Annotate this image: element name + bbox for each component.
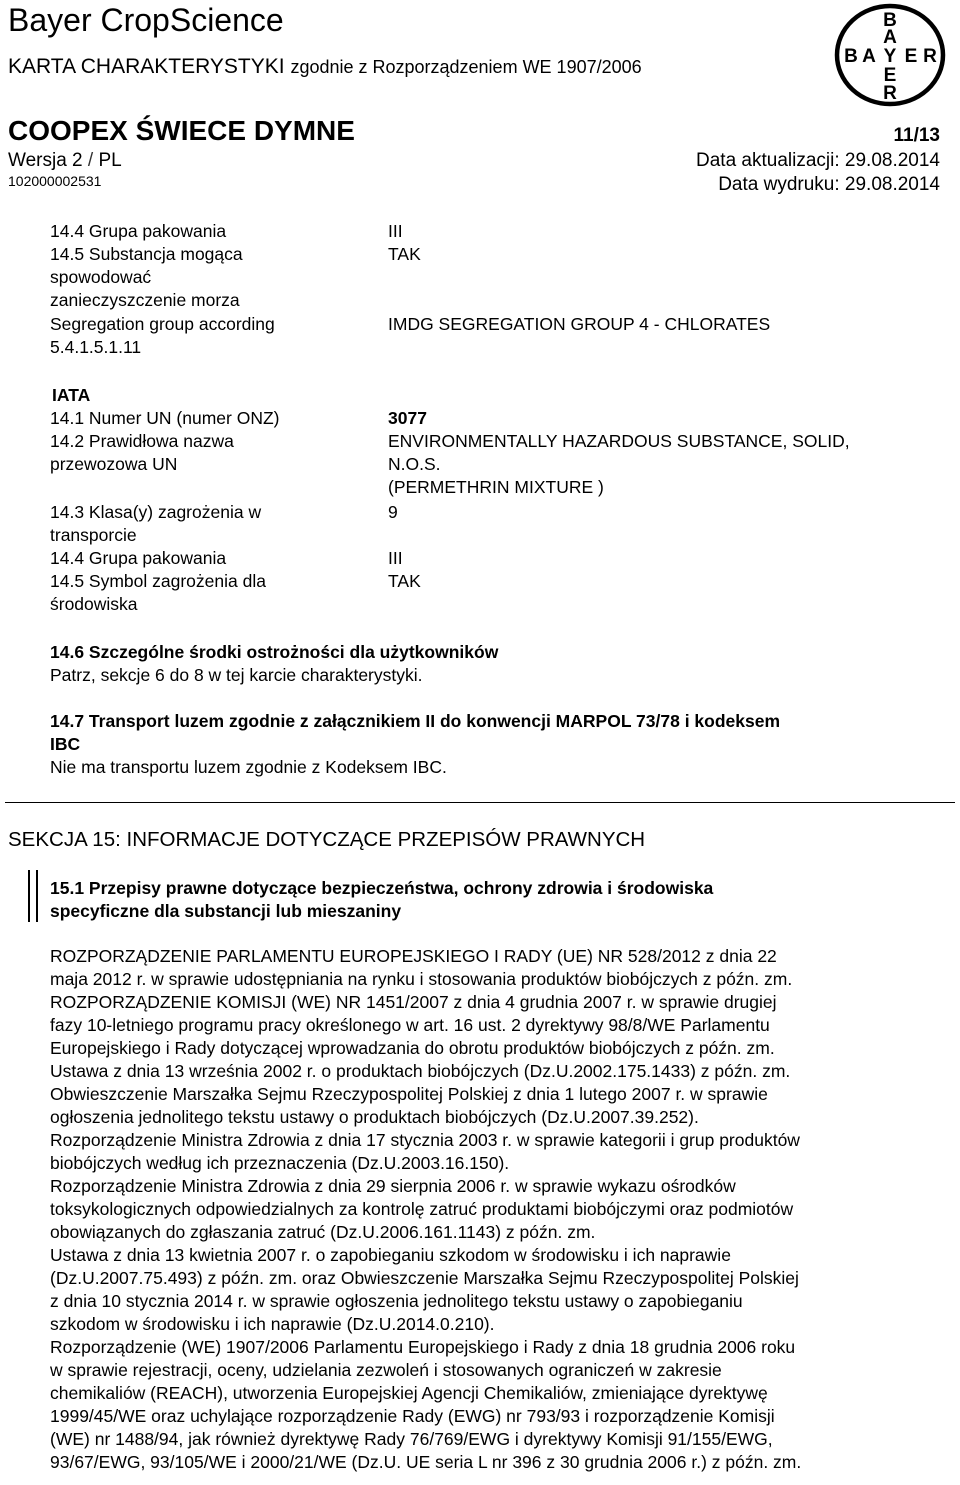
iata-env-hazard-label: 14.5 Symbol zagrożenia dla środowiska [50,571,266,614]
regulation-line: toksykologicznych odpowiedzialnych za kontrolę zatruć produktami biobójczymi oraz podmiotów [50,1199,794,1219]
regulation-line: (WE) nr 1488/94, jak również dyrektywę Rady 76/769/EWG i dyrektywy Komisji 91/155/EWG, [50,1429,773,1449]
iata-shipping-name-line2: N.O.S. [388,454,441,474]
svg-text:Y: Y [883,46,897,67]
revision-marker [28,870,38,922]
regulation-line: szkodom w środowisku i ich naprawie (Dz.U.2014.0.210). [50,1314,495,1334]
version-lang: PL [98,150,122,171]
product-name: COOPEX ŚWIECE DYMNE [8,115,355,146]
s146-heading: 14.6 Szczególne środki ostrożności dla użytkowników [50,642,499,662]
regulation-line: Rozporządzenie (WE) 1907/2006 Parlamentu Europejskiego i Rady z dnia 18 grudnia 2006 roku [50,1337,796,1357]
s151-heading-line1: 15.1 Przepisy prawne dotyczące bezpieczeństwa, ochrony zdrowia i środowiska [50,878,714,898]
imdg-packing-group-label: 14.4 Grupa pakowania [50,221,227,241]
iata-packing-group-value: III [388,548,403,568]
iata-packing-group-label: 14.4 Grupa pakowania [50,548,227,568]
svg-text:R: R [923,46,937,67]
svg-text:R: R [883,83,897,104]
regulation-line: chemikaliów (REACH), utworzenia Europejskiej Agencji Chemikaliów, zmieniające dyrektywę [50,1383,768,1403]
imdg-marine-pollutant-label: 14.5 Substancja mogąca spowodować zanieczyszczenie morza [50,244,243,310]
iata-un-number-value: 3077 [388,408,427,428]
regulation-line: obowiązanych do zgłaszania zatruć (Dz.U.2006.161.1143) z późn. zm. [50,1222,596,1242]
print-date: Data wydruku: 29.08.2014 [718,174,940,195]
s147-heading-line1: 14.7 Transport luzem zgodnie z załącznikiem II do konwencji MARPOL 73/78 i kodeksem [50,711,781,731]
regulation-line: Europejskiego i Rady dotyczącej wprowadzania do obrotu produktów biobójczych z późn. zm. [50,1038,775,1058]
version-separator: / [82,150,99,171]
regulation-line: (Dz.U.2007.75.493) z późn. zm. oraz Obwieszczenie Marszałka Sejmu Rzeczypospolitej Polskiej [50,1268,799,1288]
iata-shipping-name-line1: ENVIRONMENTALLY HAZARDOUS SUBSTANCE, SOLID, [388,431,850,451]
s151-heading [50,877,910,923]
s151-heading-line2: specyficzne dla substancji lub mieszaniny [50,901,402,921]
regulation-line: Ustawa z dnia 13 kwietnia 2007 r. o zapobieganiu szkodom w środowisku i ich naprawie [50,1245,731,1265]
update-date: Data aktualizacji: 29.08.2014 [696,150,940,171]
iata-class-label: 14.3 Klasa(y) zagrożenia w transporcie [50,502,262,545]
iata-heading: IATA [52,385,91,405]
doc-title-text: KARTA CHARAKTERYSTYKI [8,55,285,78]
doc-regulation-text: zgodnie z Rozporządzeniem WE 1907/2006 [290,57,642,77]
regulation-line: maja 2012 r. w sprawie udostępniania na rynku i stosowania produktów biobójczych z późn. zm. [50,969,793,989]
svg-text:E: E [904,46,918,67]
version-info [8,150,122,172]
svg-text:A: A [883,27,897,48]
s146-text: Patrz, sekcje 6 do 8 w tej karcie charakterystyki. [50,665,423,685]
regulation-line: Rozporządzenie Ministra Zdrowia z dnia 17 stycznia 2003 r. w sprawie kategorii i grup produktów [50,1130,800,1150]
regulations-list [50,945,950,1474]
regulation-line: 1999/45/WE oraz uchylające rozporządzenie Rady (EWG) nr 793/93 i rozporządzenie Komisji [50,1406,775,1426]
svg-text:A: A [862,46,876,67]
regulation-line: Obwieszczenie Marszałka Sejmu Rzeczypospolitej Polskiej z dnia 1 lutego 2007 r. w sprawie [50,1084,768,1104]
regulation-line: w sprawie rejestracji, oceny, udzielania zezwoleń i stosowanych ograniczeń w zakresie [50,1360,722,1380]
svg-text:E: E [883,65,897,86]
imdg-marine-pollutant-value: TAK [388,244,421,264]
imdg-segregation-value: IMDG SEGREGATION GROUP 4 - CHLORATES [388,314,771,334]
regulation-line: Ustawa z dnia 13 września 2002 r. o produktach biobójczych (Dz.U.2002.175.1433) z późn. zm. [50,1061,791,1081]
regulation-line: z dnia 10 stycznia 2014 r. w sprawie ogłoszenia jednolitego tekstu ustawy o zapobieganiu [50,1291,743,1311]
regulation-line: ROZPORZĄDZENIE KOMISJI (WE) NR 1451/2007 z dnia 4 grudnia 2007 r. w sprawie drugiej [50,992,777,1012]
document-code: 102000002531 [8,173,102,189]
imdg-segregation-label: Segregation group according 5.4.1.5.1.11 [50,314,275,357]
regulation-line: fazy 10-letniego programu pracy określonego w art. 16 ust. 2 dyrektywy 98/8/WE Parlamentu [50,1015,770,1035]
bayer-logo [833,3,947,107]
section15-heading: SEKCJA 15: INFORMACJE DOTYCZĄCE PRZEPISÓW PRAWNYCH [8,828,646,851]
regulation-line: ogłoszenia jednolitego tekstu ustawy o produktach biobójczych (Dz.U.2007.39.252). [50,1107,699,1127]
company-name: Bayer CropScience [8,2,284,38]
section-divider [5,802,955,803]
iata-shipping-name-label: 14.2 Prawidłowa nazwa przewozowa UN [50,431,234,474]
svg-text:B: B [844,46,858,67]
regulation-line: Rozporządzenie Ministra Zdrowia z dnia 29 sierpnia 2006 r. w sprawie wykazu ośrodków [50,1176,736,1196]
regulation-line: 93/67/EWG, 93/105/WE i 2000/21/WE (Dz.U. UE seria L nr 396 z 30 grudnia 2006 r.) z późn. zm. [50,1452,802,1472]
imdg-packing-group-value: III [388,221,403,241]
iata-shipping-name-line3: (PERMETHRIN MIXTURE ) [388,477,604,497]
regulation-line: ROZPORZĄDZENIE PARLAMENTU EUROPEJSKIEGO I RADY (UE) NR 528/2012 z dnia 22 [50,946,777,966]
page-number: 11/13 [893,125,940,146]
s147-text: Nie ma transportu luzem zgodnie z Kodeksem IBC. [50,757,447,777]
iata-class-value: 9 [388,502,398,522]
s147-heading-line2: IBC [50,734,81,754]
iata-un-number-label: 14.1 Numer UN (numer ONZ) [50,408,280,428]
svg-text:B: B [883,10,897,31]
iata-env-hazard-value: TAK [388,571,421,591]
document-title [8,55,642,79]
version-label: Wersja 2 [8,150,83,171]
regulation-line: biobójczych według ich przeznaczenia (Dz.U.2003.16.150). [50,1153,510,1173]
